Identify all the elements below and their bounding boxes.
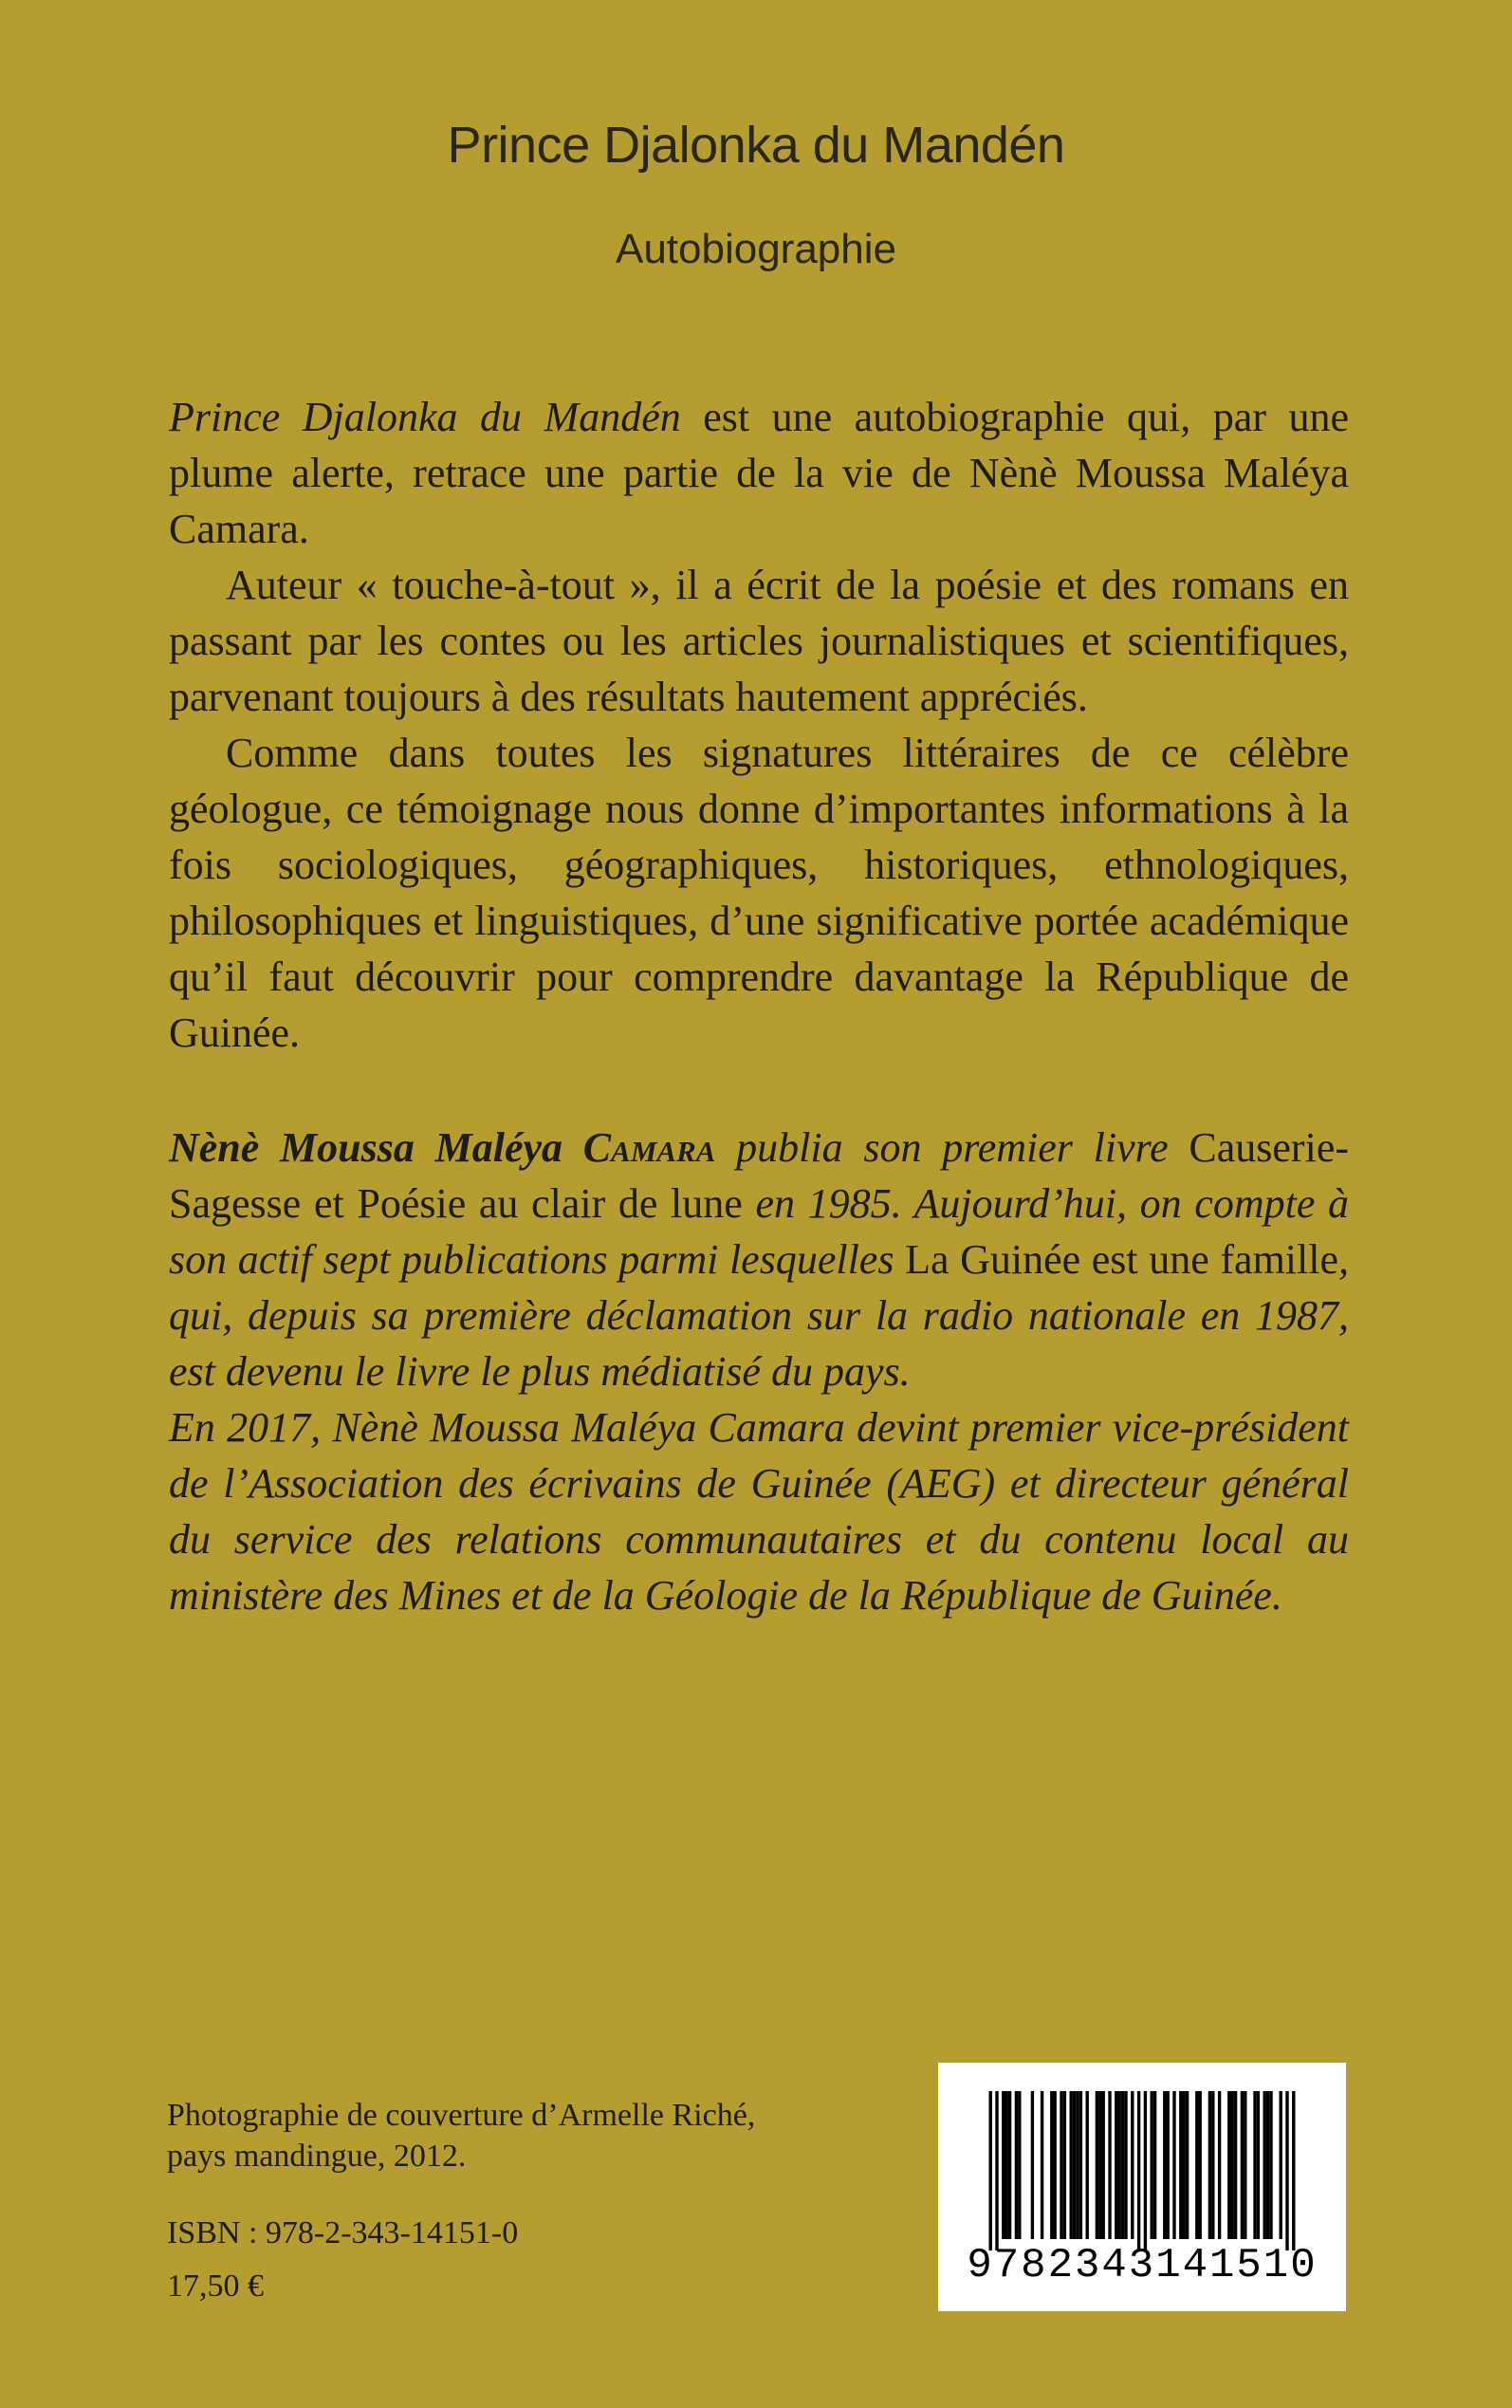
barcode-bar: [1076, 2091, 1079, 2239]
first-book-title: Causerie-Sagesse et Poésie au clair de lune: [169, 1124, 1349, 1227]
barcode-bar: [1018, 2091, 1021, 2239]
barcode-digits: 9782343141510: [967, 2242, 1318, 2289]
barcode-bar: [1163, 2091, 1166, 2239]
barcode-bar: [1195, 2091, 1198, 2239]
barcode-bar: [1096, 2091, 1098, 2239]
barcode-bar: [1172, 2091, 1175, 2239]
barcode-bar: [1179, 2091, 1182, 2239]
author-bio-paragraph-1: [169, 1120, 1349, 1399]
barcode-bar: [1266, 2091, 1269, 2239]
barcode-bar: [1241, 2091, 1244, 2239]
barcode-bar: [1041, 2091, 1043, 2239]
barcode-bar: [1186, 2091, 1189, 2239]
barcode-bar: [1108, 2091, 1111, 2239]
barcode-bar: [1098, 2091, 1101, 2239]
barcode-bar: [1137, 2091, 1140, 2251]
barcode-bar: [1015, 2091, 1018, 2239]
barcode-bar: [1257, 2091, 1260, 2239]
barcode-bar: [1002, 2091, 1005, 2239]
barcode-bar: [1153, 2091, 1156, 2239]
synopsis-block: [169, 389, 1349, 1061]
barcode-bar: [1199, 2091, 1202, 2239]
barcode-bar: [1285, 2091, 1288, 2251]
author-bio-paragraph-2: En 2017, Nènè Moussa Maléya Camara devint premier vice-président de l’Association des écrivains de Guinée (AEG) et directeur général du service des relations communautaires et du contenu local au ministère des Mines et de la Géologie de la République de Guinée.: [169, 1404, 1349, 1619]
barcode-bar: [1115, 2091, 1117, 2239]
barcode-bar: [1118, 2091, 1121, 2239]
book-genre-subtitle: Autobiographie: [615, 226, 896, 272]
synopsis-paragraph-3: Comme dans toutes les signatures littéraires de ce célèbre géologue, ce témoignage nous donne d’importantes informations à la fois sociologiques, géographiques, historiques, ethnologiques, philosophiques et linguistiques, d’une significative portée académique qu’il faut découvrir pour comprendre davantage la République de Guinée.: [169, 730, 1349, 1056]
barcode-bar: [1060, 2091, 1062, 2239]
famous-book-title: La Guinée est une famille: [905, 1236, 1338, 1283]
photo-credit-line-1: Photographie de couverture d’Armelle Riché,: [167, 2098, 756, 2133]
barcode-bar: [1269, 2091, 1272, 2239]
barcode-bar: [1292, 2091, 1295, 2251]
barcode-bar: [1121, 2091, 1124, 2239]
barcode-bar: [1183, 2091, 1186, 2239]
author-bio-text-3: , qui, depuis sa première déclamation sur la radio nationale en 1987, est devenu le livre le plus médiatisé du pays.: [169, 1236, 1349, 1395]
price-label: 17,50 €: [167, 2269, 264, 2304]
barcode-bar: [1079, 2091, 1082, 2239]
author-surname: Camara: [582, 1124, 716, 1171]
barcode-bar: [1144, 2091, 1147, 2251]
author-name: Nènè Moussa Maléya Camara: [169, 1124, 716, 1171]
barcode-bar: [1005, 2091, 1008, 2239]
barcode-bar: [1231, 2091, 1234, 2239]
author-bio-text-1: publia son premier livre: [715, 1124, 1189, 1171]
barcode-bar: [1070, 2091, 1073, 2239]
barcode-bar: [1050, 2091, 1053, 2239]
isbn-number: ISBN : 978-2-343-14151-0: [167, 2215, 519, 2251]
photo-credit-line-2: pays mandingue, 2012.: [167, 2139, 467, 2174]
barcode-bar: [995, 2091, 998, 2251]
barcode-bar: [1263, 2091, 1266, 2239]
barcode-bar: [1151, 2091, 1153, 2239]
barcode-bar: [1008, 2091, 1011, 2239]
barcode-bar: [1031, 2091, 1034, 2239]
barcode-bar: [1063, 2091, 1066, 2239]
barcode-bar: [1227, 2091, 1230, 2239]
barcode-bar: [989, 2091, 992, 2251]
barcode-bar: [1244, 2091, 1246, 2239]
photo-credit: [167, 2095, 755, 2176]
book-title: Prince Djalonka du Mandén: [447, 117, 1065, 174]
synopsis-paragraph-2: Auteur « touche-à-tout », il a écrit de la poésie et des romans en passant par les contes ou les articles journalistiques et scientifiques, parvenant toujours à des résultats hautement appréciés.: [169, 562, 1349, 720]
synopsis-paragraph-1-text: est une autobiographie qui, par une plume alerte, retrace une partie de la vie de Nènè Moussa Maléya Camara.: [169, 394, 1350, 552]
barcode-bar: [1102, 2091, 1105, 2239]
barcode-bar: [1208, 2091, 1211, 2239]
author-bio-text-2: en 1985. Aujourd’hui, on compte à son actif sept publications parmi lesquelles: [169, 1180, 1349, 1283]
barcode-bar: [1124, 2091, 1127, 2239]
barcode-bar: [1280, 2091, 1282, 2239]
barcode-bar: [1211, 2091, 1214, 2239]
author-bio-block: [169, 1120, 1349, 1623]
barcode-panel: [938, 2063, 1346, 2311]
synopsis-title-reference: Prince Djalonka du Mandén: [169, 394, 681, 440]
barcode-bar: [1086, 2091, 1089, 2239]
barcode-bar: [1054, 2091, 1057, 2239]
barcode-bar: [1234, 2091, 1237, 2239]
barcode-bar: [1131, 2091, 1134, 2239]
barcode-bar: [1253, 2091, 1256, 2239]
barcode-bar: [1167, 2091, 1170, 2239]
barcode-bar: [1073, 2091, 1076, 2239]
synopsis-paragraph-1: [169, 389, 1349, 557]
barcode-bar: [1218, 2091, 1221, 2239]
